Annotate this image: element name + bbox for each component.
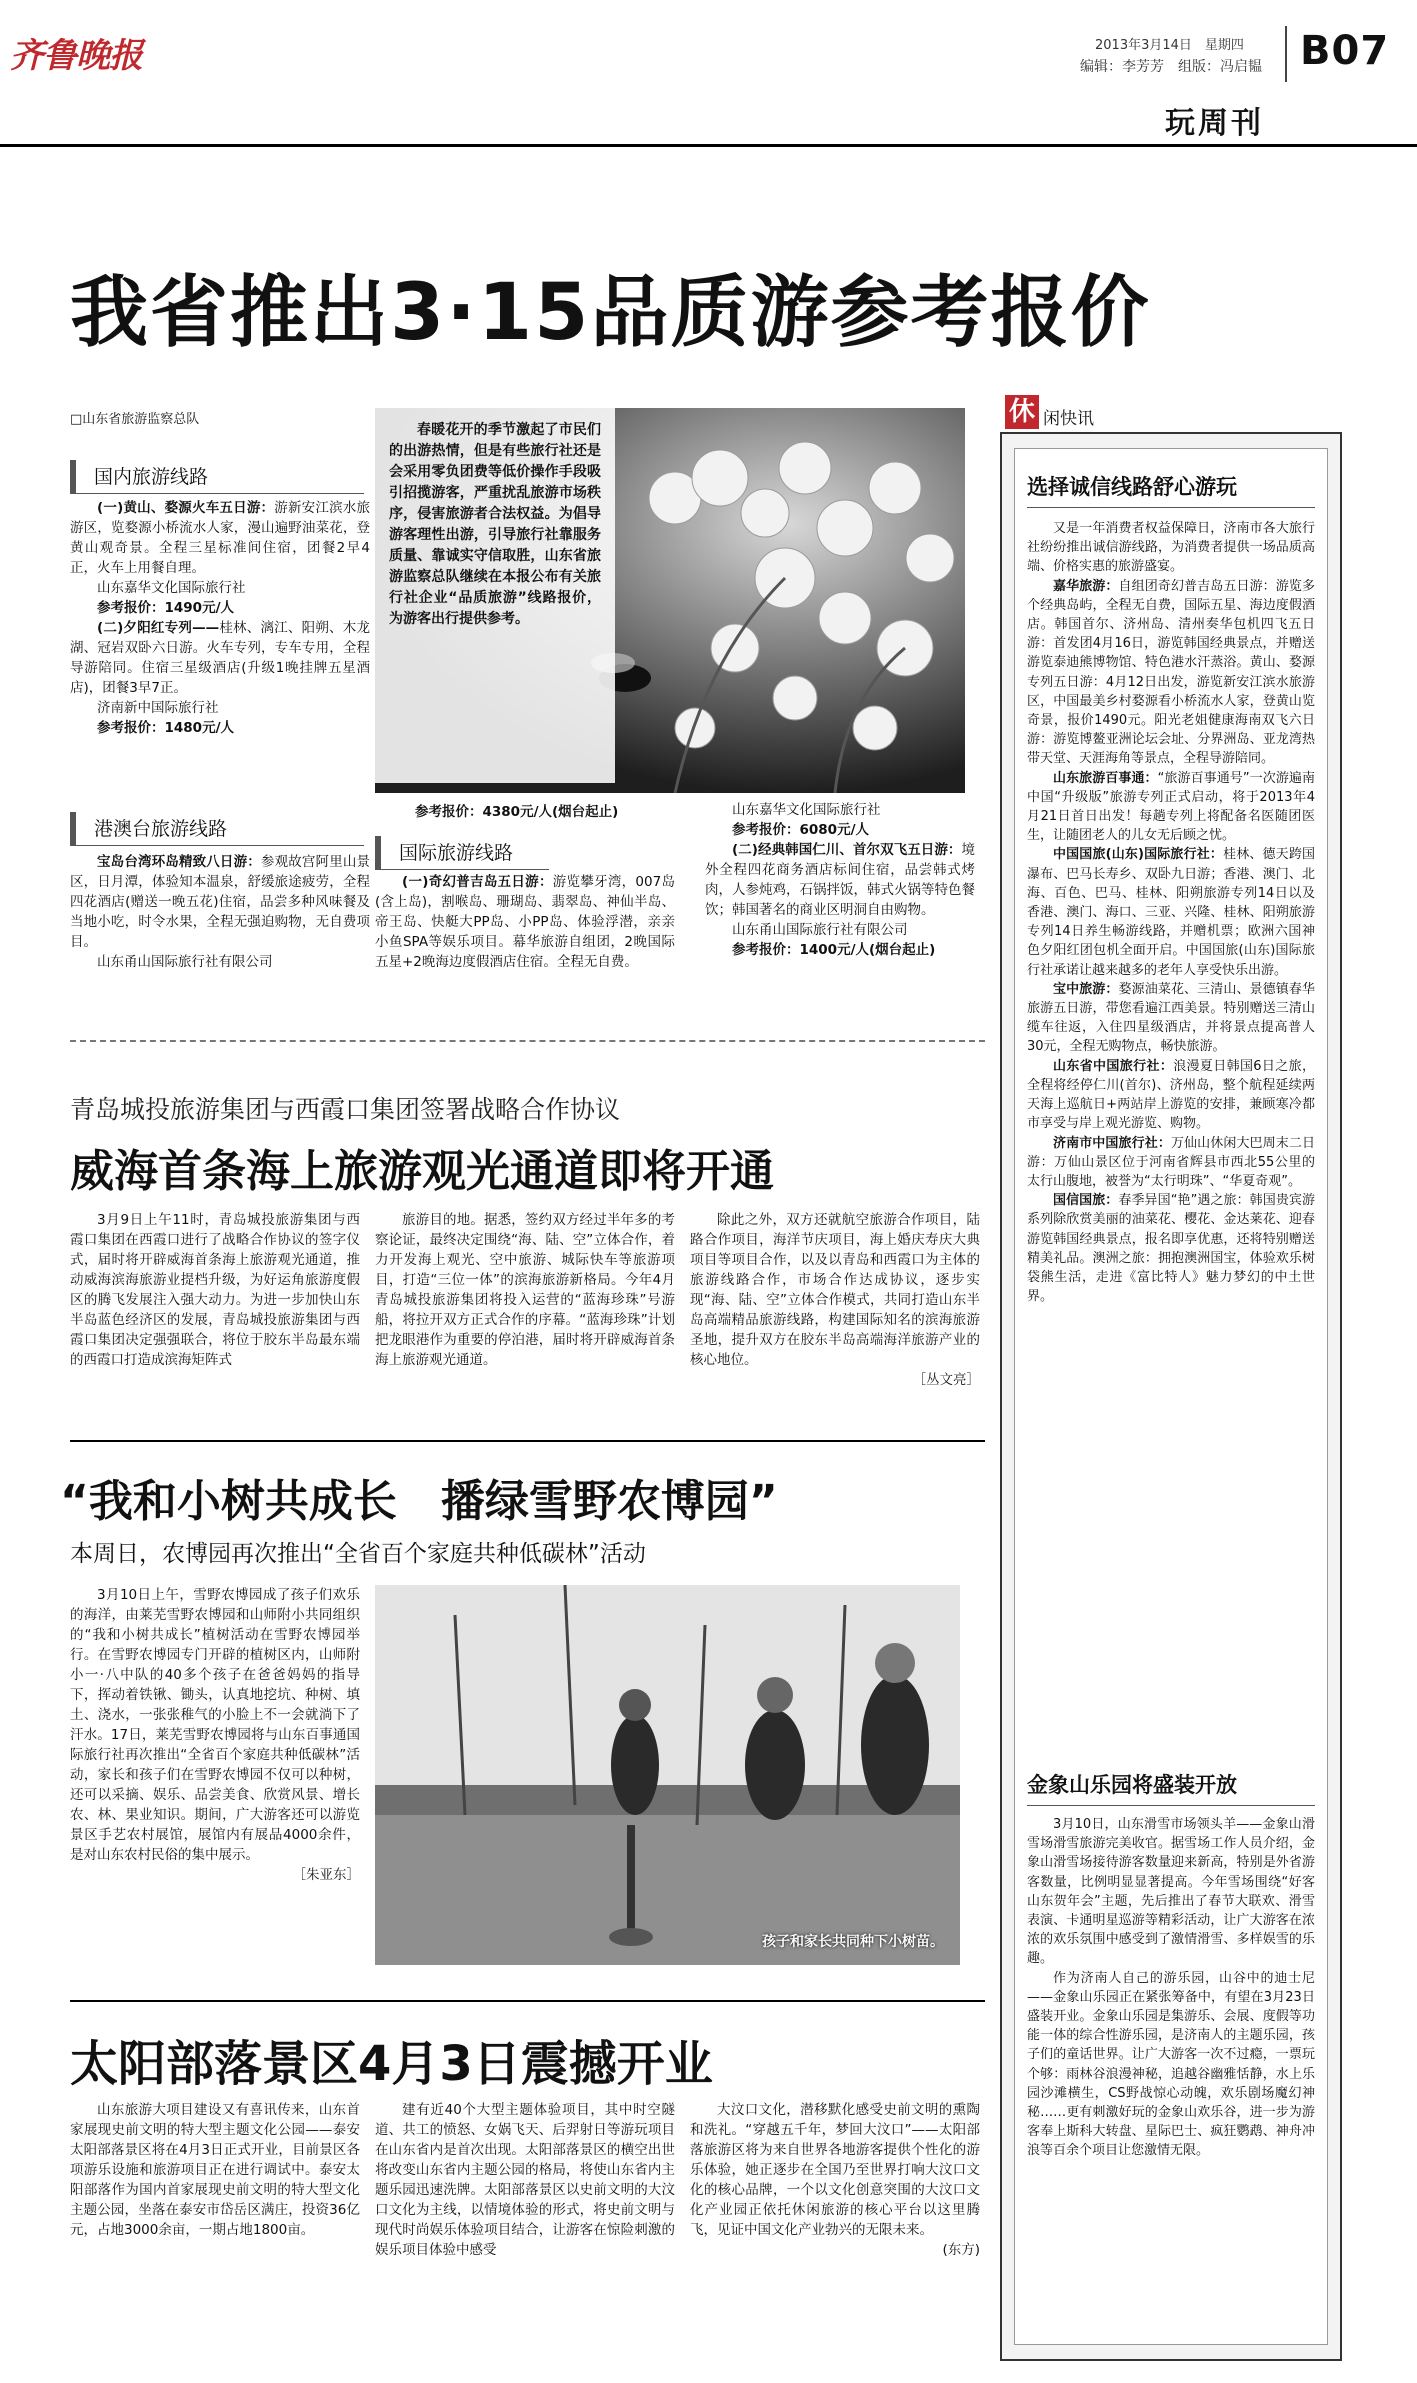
item-text: 桂林、德天跨国瀑布、巴马长寿乡、双卧九日游；香港、澳门、北海、百色、巴马、桂林、阳朔旅游专列14日以及香港、澳门、海口、三亚、兴隆、桂林、阳朔旅游专列14日养生畅游线路，并赠机票；欧洲六国神色夕阳红团包机全面开启。中国国旅(山东)国际旅行社承诺让越来越多的老年人享受快乐出游。 <box>1027 847 1315 978</box>
sidebar-item <box>1027 577 1315 769</box>
item-name: 山东省中国旅行社： <box>1053 1058 1174 1074</box>
weihai-col1-text: 3月9日上午11时，青岛城投旅游集团与西霞口集团在西霞口进行了战略合作协议的签字仪式，届时将开辟威海首条海上旅游观光通道，推动威海滨海旅游业提档升级，为好运角旅游度假区的腾飞发展注入强大动力。为进一步加快山东半岛蓝色经济区的发展，青岛城投旅游集团与西霞口集团决定强强联合，将位于胶东半岛最东端的西霞口打造成滨海矩阵式 <box>70 1212 360 1368</box>
domestic-route2-agency: 济南新中国际旅行社 <box>97 700 219 716</box>
domestic-heading: 国内旅游线路 <box>70 460 364 494</box>
box1-title: 选择诚信线路舒心游玩 <box>1027 475 1237 499</box>
item-name: 山东旅游百事通： <box>1053 770 1158 786</box>
taiyang-col2-text: 建有近40个大型主题体验项目，其中时空隧道、共工的愤怒、女娲飞天、后羿射日等游玩项目在山东省内是首次出现。太阳部落景区的横空出世将改变山东省内主题公园的格局，将使山东省内主题乐园迅速洗牌。太阳部落景区以史前文明的大汶口文化为主线，以情境体验的形式，将史前文明与现代时尚娱乐体验项目结合，让游客在惊险刺激的娱乐项目体验中感受 <box>375 2102 675 2258</box>
section-name: 玩周刊 <box>1165 106 1264 141</box>
lead-intro: 春暖花开的季节激起了市民们的出游热情，但是有些旅行社还是会采用零负团费等低价操作手段吸引招揽游客，严重扰乱旅游市场秩序，侵害旅游者合法权益。为倡导游客理性出游，引导旅行社靠服务质量、靠诚实守信取胜，山东省旅游监察总队继续在本报公布有关旅行社企业“品质旅游”线路报价，为游客出行提供参考。 <box>389 422 601 627</box>
weihai-col1 <box>70 1210 360 1370</box>
box2-title: 金象山乐园将盛装开放 <box>1027 1773 1237 1797</box>
dashed-divider <box>70 1040 985 1042</box>
weihai-kicker: 青岛城投旅游集团与西霞口集团签署战略合作协议 <box>70 1095 621 1124</box>
sidebar-item <box>1027 1134 1315 1192</box>
domestic-route1-agency: 山东嘉华文化国际旅行社 <box>97 580 246 596</box>
international-body-col2 <box>705 800 975 960</box>
weihai-col2-text: 旅游目的地。据悉，签约双方经过半年多的考察论证，最终决定围绕“海、陆、空”立体合作，着力开发海上观光、空中旅游、城际快车等旅游项目，打造“三位一体”的滨海旅游新格局。今年4月青岛城投旅游集团将投入运营的“蓝海珍珠”号游船，将拉开双方正式合作的序幕。“蓝海珍珠”计划把龙眼港作为重要的停泊港，届时将开辟威海首条海上旅游观光通道。 <box>375 1212 675 1368</box>
domestic-route2-price: 参考报价：1480元/人 <box>97 720 235 736</box>
sidebar-item <box>1027 980 1315 1057</box>
taiyang-byline: (东方) <box>942 2242 980 2258</box>
box1-intro: 又是一年消费者权益保障日，济南市各大旅行社纷纷推出诚信游线路，为消费者提供一场品质高端、价格实惠的旅游盛宴。 <box>1027 521 1315 575</box>
weihai-col2 <box>375 1210 675 1370</box>
item-name: 济南市中国旅行社： <box>1053 1135 1171 1151</box>
domestic-route2-desc: 桂林、漓江、阳朔、木龙湖、冠岩双卧六日游。火车专列，专车专用，全程导游陪同。住宿三星级酒店(升级1晚挂牌五星酒店)，团餐3早7正。 <box>70 620 370 696</box>
international-route2-desc: 境外全程四花商务酒店标间住宿，品尝韩式烤肉，人参炖鸡，石锅拌饭，韩式火锅等特色餐饮；韩国著名的商业区明洞自由购物。 <box>705 842 975 918</box>
box2-p1: 3月10日，山东滑雪市场领头羊——金象山滑雪场滑雪旅游完美收官。据雪场工作人员介绍，金象山滑雪场接待游客数量迎来新高，特别是外省游客数量，比例明显显著提高。今年雪场围绕“好客山东贺年会”主题，先后推出了春节大联欢、滑雪表演、卡通明星巡游等精彩活动，让广大游客在浓浓的欢乐氛围中感受到了激情滑雪、多样娱雪的乐趣。 <box>1027 1817 1315 1967</box>
weihai-col3 <box>690 1210 980 1390</box>
taiyang-headline: 太阳部落景区4月3日震撼开业 <box>70 2036 713 2092</box>
sidebar-inner <box>1014 448 1328 2345</box>
item-text: 自组团奇幻普吉岛五日游：游览多个经典岛屿，全程无自费，国际五星、海边度假酒店。韩国首尔、济州岛、清州奏华包机四飞五日游：首发团4月16日，游览韩国经典景点，并赠送游览泰迪熊博物馆、特色港水汗蒸浴。黄山、婺源专列五日游：4月12日出发，游览新安江滨水旅游区，中国最美乡村婺源看小桥流水人家，登黄山览奇景，报价1490元。阳光老姐健康海南双飞六日游：游览博鳌亚洲论坛会址、分界洲岛、亚龙湾热带天堂、天涯海角等景点，全程导游陪同。 <box>1027 578 1315 767</box>
lead-byline: 山东省旅游监察总队 <box>82 412 200 427</box>
trees-headline: “我和小树共成长 播绿雪野农博园” <box>60 1476 778 1527</box>
taiyang-col1-text: 山东旅游大项目建设又有喜讯传来，山东首家展现史前文明的特大型主题文化公园——泰安太阳部落景区将在4月3日正式开业，目前景区各项游乐设施和旅游项目正在进行调试中。泰安太阳部落作为国内首家展现史前文明的特大型文化主题公园，坐落在泰安市岱岳区满庄，投资36亿元，占地3000余亩，一期占地1800亩。 <box>70 2102 360 2238</box>
domestic-route1-title: (一)黄山、婺源火车五日游： <box>97 500 275 516</box>
trees-subhead: 本周日，农博园再次推出“全省百个家庭共种低碳林”活动 <box>70 1541 646 1567</box>
lead-intro-box <box>375 408 615 783</box>
trees-photo-caption: 孩子和家长共同种下小树苗。 <box>762 1934 944 1950</box>
byline-box: □山东省旅游监察总队 <box>70 412 200 427</box>
date-line: 2013年3月14日 星期四 <box>1095 38 1244 53</box>
domestic-route1-price: 参考报价：1490元/人 <box>97 600 235 616</box>
trees-byline: ［朱亚东］ <box>292 1867 360 1883</box>
item-text: “旅游百事通号”一次游遍南中国“升级版”旅游专列正式启动，将于2013年4月21日首日出发！每趟专列上将配备名医随团医生，让随团老人的儿女无后顾之忧。 <box>1027 770 1315 844</box>
item-text: 婺源油菜花、三清山、景德镇春华旅游五日游，带您看遍江西美景。特别赠送三清山缆车往返，入住四星级酒店，并将景点提高普人30元，全程无购物点，畅快旅游。 <box>1027 981 1315 1055</box>
trees-body <box>70 1585 360 1885</box>
sidebar-item <box>1027 1057 1315 1134</box>
taiyang-col1 <box>70 2100 360 2240</box>
hkmt-body <box>70 852 370 972</box>
item-name: 国信国旅： <box>1053 1193 1119 1209</box>
item-name: 中国国旅(山东)国际旅行社： <box>1053 847 1224 863</box>
international-route1-price: 参考报价：6080元/人 <box>732 822 870 838</box>
international-route1-title: (一)奇幻普吉岛五日游： <box>402 874 553 890</box>
hkmt-heading: 港澳台旅游线路 <box>70 812 364 846</box>
box1-body <box>1027 519 1315 1306</box>
trees-photo <box>375 1585 960 1965</box>
taiyang-col3 <box>690 2100 980 2260</box>
hkmt-route-title: 宝岛台湾环岛精致八日游： <box>97 854 261 870</box>
hkmt-route-desc: 参观故宫阿里山景区，日月潭，体验知本温泉，舒缓旅途疲劳，全程四花酒店(赠送一晚五花)住宿，品尝多种风味餐及当地小吃，时令水果，全程无强迫购物，无自费项目。 <box>70 854 371 950</box>
sidebar-tag-rest: 闲快讯 <box>1043 409 1095 429</box>
weihai-headline: 威海首条海上旅游观光通道即将开通 <box>70 1146 774 1197</box>
sidebar-tag-big: 休 <box>1005 395 1039 429</box>
paper-name: 齐鲁晚报 <box>10 36 142 76</box>
page-code: B07 <box>1300 28 1390 74</box>
masthead-rule <box>0 144 1417 147</box>
sidebar-tag <box>1005 395 1094 429</box>
item-text: 万仙山休闲大巴周末二日游：万仙山景区位于河南省辉县市西北55公里的太行山腹地，被誉为“太行明珠”、“华夏奇观”。 <box>1027 1135 1315 1189</box>
box2-rule <box>1027 1805 1315 1806</box>
rule-trees <box>70 2000 985 2002</box>
international-body-col1 <box>375 872 675 1012</box>
sidebar-box <box>1000 432 1342 2361</box>
paper-logo <box>10 28 150 78</box>
international-route2-agency: 山东甬山国际旅行社有限公司 <box>732 922 908 938</box>
taiyang-col3-text: 大汶口文化，潜移默化感受史前文明的熏陶和洗礼。“穿越五千年，梦回大汶口”——太阳部落旅游区将为来自世界各地游客提供个性化的游乐体验，她正逐步在全国乃至世界打响大汶口文化的核心品牌，一个以文化创意突围的大汶口文化产业园正依托休闲旅游的核心平台以这里腾飞，见证中国文化产业勃兴的无限未来。 <box>690 2102 980 2238</box>
box2-body <box>1027 1815 1315 2161</box>
taiyang-col2 <box>375 2100 675 2260</box>
hkmt-route-agency: 山东甬山国际旅行社有限公司 <box>97 954 273 970</box>
domestic-body <box>70 498 370 738</box>
item-name: 嘉华旅游： <box>1053 578 1119 594</box>
international-route2-title: (二)经典韩国仁川、首尔双飞五日游： <box>732 842 962 858</box>
rule-weihai <box>70 1440 985 1442</box>
sidebar-item <box>1027 845 1315 979</box>
photo-price-caption: 参考报价：4380元/人(烟台起止) <box>415 804 619 820</box>
sidebar-item <box>1027 1191 1315 1306</box>
trees-body-text: 3月10日上午，雪野农博园成了孩子们欢乐的海洋，由莱芜雪野农博园和山师附小共同组织的“我和小树共成长”植树活动在雪野农博园举行。在雪野农博园专门开辟的植树区内，山师附小一·八中队的40多个孩子在爸爸妈妈的指导下，挥动着铁锹、锄头，认真地挖坑、种树、填土、浇水，一张张稚气的小脸上不一会就淌下了汗水。17日，莱芜雪野农博园将与山东百事通国际旅行社再次推出“全省百个家庭共种低碳林”活动，家长和孩子们在雪野农博园不仅可以种树，还可以采摘、娱乐、品尝美食、欣赏风景、增长农、林、果业知识。期间，广大游客还可以游览景区手艺农村展馆，展馆内有展品4000余件，是对山东农村民俗的集中展示。 <box>70 1587 360 1863</box>
editor-line: 编辑：李芳芳 组版：冯启韫 <box>1080 59 1262 75</box>
box1-rule <box>1027 507 1315 508</box>
item-text: 浪漫夏日韩国6日之旅，全程将经停仁川(首尔)、济州岛，整个航程延续两天海上巡航日+两站岸上游览的安排，兼顾寒冷都市享受与岸上观光游览、购物。 <box>1027 1058 1315 1132</box>
domestic-route2-title: (二)夕阳红专列—— <box>97 620 220 636</box>
weihai-col3-text: 除此之外，双方还就航空旅游合作项目，陆路合作项目，海洋节庆项目，海上婚庆寿庆大典项目等项目合作，以及以青岛和西霞口为主体的旅游线路合作，市场合作达成协议，逐步实现“海、陆、空”立体合作模式，共同打造山东半岛高端精品旅游线路，构建国际知名的滨海旅游圣地，提升双方在胶东半岛高端海洋旅游产业的核心地位。 <box>690 1212 980 1368</box>
lead-headline: 我省推出3·15品质游参考报价 <box>70 268 1151 358</box>
international-route1-agency: 山东嘉华文化国际旅行社 <box>732 802 881 818</box>
weihai-byline: ［丛文亮］ <box>912 1372 980 1388</box>
box2-p2: 作为济南人自己的游乐园，山谷中的迪士尼——金象山乐园正在紧张筹备中，有望在3月23日盛装开业。金象山乐园是集游乐、会展、度假等功能一体的综合性游乐园，是济南人的主题乐园，孩子们的童话世界。让广大游客一次不过瘾，一票玩个够：雨林谷浪漫神秘，追越谷幽雅恬静，水上乐园沙滩横生，CS野战惊心动魄，欢乐剧场魔幻神秘……更有刺激好玩的金象山欢乐谷，进一步为游客奉上斯科大转盘、星际巴士、疯狂鹦鹉、神舟冲浪等百余个项目让您激情无限。 <box>1027 1970 1315 2159</box>
international-route1-desc: 游览攀牙湾，007岛(含上岛)，割喉岛、珊瑚岛、翡翠岛、神仙半岛、帝王岛、快艇大PP岛、小PP岛、体验浮潜，亲亲小鱼SPA等娱乐项目。幕华旅游自组团，2晚国际五星+2晚海边度假酒店住宿。全程无自费。 <box>375 874 675 970</box>
international-heading: 国际旅游线路 <box>375 836 549 870</box>
item-name: 宝中旅游： <box>1053 981 1119 997</box>
international-route2-price: 参考报价：1400元/人(烟台起止) <box>732 942 936 958</box>
item-text: 春季异国“艳”遇之旅：韩国贵宾游系列除欣赏美丽的油菜花、樱花、金达莱花、迎春游览韩国经典景点，报名即享优惠，还将特别赠送精美礼品。澳洲之旅：拥抱澳洲国宝，体验欢乐树袋熊生活，走进《富比特人》魅力梦幻的中土世界。 <box>1027 1193 1315 1305</box>
sidebar-item <box>1027 769 1315 846</box>
trees-photo-art <box>375 1585 960 1965</box>
domestic-route1-desc: 游新安江滨水旅游区，览婺源小桥流水人家，漫山遍野油菜花，登黄山观奇景。全程三星标准间住宿，团餐2早4正，火车上用餐自理。 <box>70 500 370 576</box>
masthead-divider <box>1285 26 1287 82</box>
